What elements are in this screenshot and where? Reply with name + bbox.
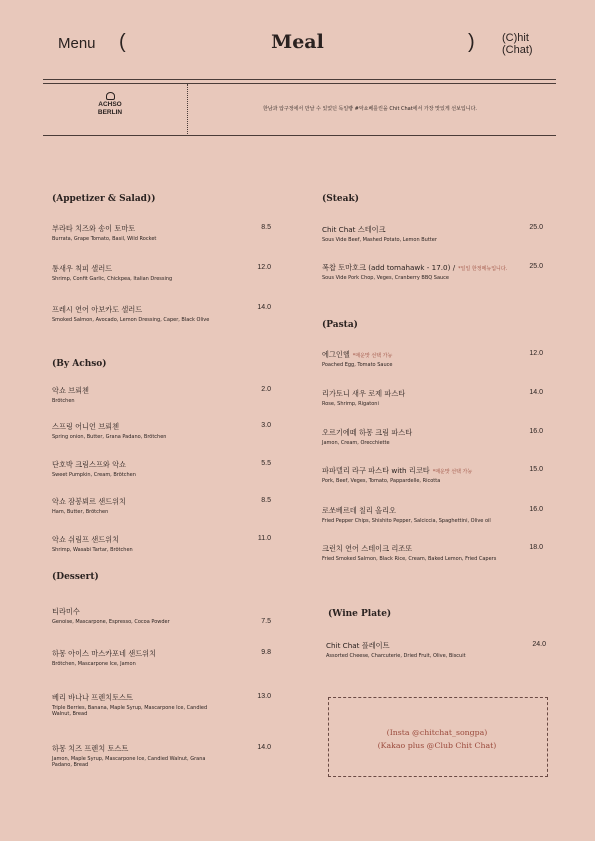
menu-item-name: 로쏘베르데 칠리 올리오: [322, 506, 397, 515]
logo-line-1: ACHSO: [98, 101, 122, 108]
menu-item-price: 24.0: [532, 641, 546, 648]
menu-item-price: 11.0: [257, 535, 271, 542]
menu-item-desc: Sweet Pumpkin, Cream, Brötchen: [52, 472, 136, 478]
page-title: Meal: [271, 31, 324, 53]
menu-label: Menu: [58, 35, 96, 52]
menu-item-desc: Brötchen: [52, 398, 75, 404]
menu-item-name: 하몽 아이스 마스카포네 샌드위치: [52, 649, 157, 658]
menu-item-price: 8.5: [261, 224, 271, 231]
top-rule-1: [43, 79, 556, 80]
menu-item-name: 통새우 칙피 샐러드: [52, 264, 113, 273]
menu-item-desc: Spring onion, Butter, Grana Padano, Brötchen: [52, 434, 167, 440]
menu-item-note: *매운맛 선택 가능: [432, 469, 473, 475]
top-rule-2: [43, 83, 556, 84]
menu-item-price: 15.0: [529, 466, 543, 473]
menu-item-price: 14.0: [529, 389, 543, 396]
menu-item-name: 오르기에떼 하몽 크림 파스타: [322, 428, 413, 437]
menu-item-desc: Assorted Cheese, Charcuterie, Dried Fruit, Olive, Biscuit: [326, 653, 466, 659]
menu-item-desc: Jamon, Cream, Orecchiette: [322, 440, 390, 446]
menu-item-name: 악쇼 잠봉뵈르 샌드위치: [52, 497, 127, 506]
menu-item-note: *매운맛 선택 가능: [352, 353, 393, 359]
menu-item-desc: Poached Egg, Tomato Sauce: [322, 362, 393, 368]
menu-item-name: 하몽 치즈 프렌치 토스트: [52, 744, 129, 753]
menu-item-price: 18.0: [529, 544, 543, 551]
menu-item-price: 14.0: [257, 744, 271, 751]
menu-item-desc: Sous Vide Pork Chop, Veges, Cranberry BBQ Sauce: [322, 275, 450, 281]
menu-item-price: 16.0: [529, 506, 543, 513]
menu-item-name: Chit Chat 스테이크: [322, 225, 386, 234]
menu-item-desc: Triple Berries, Banana, Maple Syrup, Mascarpone Ice, Candied Walnut, Bread: [52, 705, 208, 718]
menu-item-name: [322, 466, 472, 476]
menu-item-price: 2.0: [261, 386, 271, 393]
menu-item-desc: Brötchen, Mascarpone Ice, Jamon: [52, 661, 136, 667]
menu-item-name: 스프링 어니언 브뢰첸: [52, 422, 120, 431]
chit-chat-label: [502, 32, 533, 56]
menu-item-desc: Ham, Butter, Brötchen: [52, 509, 109, 515]
menu-item-name: 크런치 연어 스테이크 리조또: [322, 544, 413, 553]
menu-item-price: 12.0: [529, 350, 543, 357]
kakao-handle: (Kakao plus @Club Chit Chat): [377, 741, 497, 750]
menu-item-name: [322, 350, 392, 360]
menu-item-price: 16.0: [529, 428, 543, 435]
menu-item-name: 리가토니 새우 로제 파스타: [322, 389, 406, 398]
menu-item-price: 25.0: [529, 224, 543, 231]
menu-item-price: 8.5: [261, 497, 271, 504]
achso-logo: [90, 92, 130, 117]
bottom-rule: [43, 135, 556, 136]
paren-close: ): [468, 31, 475, 53]
menu-item-name: 악쇼 쉬림프 샌드위치: [52, 535, 120, 544]
menu-item-desc: Fried Pepper Chips, Shishito Pepper, Salciccia, Spaghettini, Olive oil: [322, 518, 491, 524]
menu-item-price: 14.0: [257, 304, 271, 311]
menu-item-name: 베리 바나나 프렌치토스트: [52, 693, 133, 702]
menu-item-desc: Fried Smoked Salmon, Black Rice, Cream, Baked Lemon, Fried Capers: [322, 556, 497, 562]
menu-item-name: 티라미수: [52, 607, 80, 616]
menu-item-desc: Jamon, Maple Syrup, Mascarpone Ice, Candied Walnut, Grana Padano, Bread: [52, 756, 206, 769]
menu-item-price: 9.8: [261, 649, 271, 656]
menu-item-desc: Shrimp, Wasabi Tartar, Brötchen: [52, 547, 133, 553]
menu-item-price: 25.0: [529, 263, 543, 270]
menu-item-name-text: 폭찹 토마호크 (add tomahawk - 17.0) /: [322, 263, 456, 272]
section-title-wine: (Wine Plate): [328, 609, 392, 619]
brand-tagline: 한남과 압구정에서 만날 수 있었던 독일빵 #악쇼베를린을 Chit Chat에서 가장 맛있게 선보입니다.: [262, 106, 477, 112]
divider-dotted: [187, 84, 188, 134]
menu-item-price: 5.5: [261, 460, 271, 467]
menu-item-name: 부라타 치즈와 송이 토마토: [52, 224, 136, 233]
menu-item-desc: Sous Vide Beef, Mashed Potato, Lemon Butter: [322, 237, 437, 243]
menu-item-name-text: 에그인헬: [322, 350, 350, 359]
section-title-dessert: (Dessert): [52, 572, 99, 582]
section-title-pasta: (Pasta): [322, 320, 358, 330]
menu-item-name: [322, 263, 507, 273]
menu-item-desc: Smoked Salmon, Avocado, Lemon Dressing, Caper, Black Olive: [52, 317, 210, 323]
menu-item-price: 3.0: [261, 422, 271, 429]
section-title-steak: (Steak): [322, 194, 359, 204]
menu-item-desc: Burrata, Grape Tomato, Basil, Wild Rocket: [52, 236, 157, 242]
menu-item-price: 12.0: [257, 264, 271, 271]
menu-item-name-text: 파파델리 라구 파스타 with 리코타: [322, 466, 430, 475]
menu-item-price: 7.5: [261, 618, 271, 625]
chit-line-2: (Chat): [502, 44, 533, 56]
menu-item-desc: Shrimp, Confit Garlic, Chickpea, Italian Dressing: [52, 276, 173, 282]
section-title-appetizer: (Appetizer & Salad)): [52, 194, 156, 204]
menu-item-name: 단호박 크림스프와 악쇼: [52, 460, 127, 469]
insta-handle: (Insta @chitchat_songpa): [386, 728, 488, 737]
paren-open: (: [119, 31, 126, 53]
menu-item-name: 프레시 연어 아보카도 샐러드: [52, 305, 143, 314]
logo-icon: [106, 92, 115, 100]
menu-item-note: *일일 한정메뉴입니다.: [458, 266, 508, 272]
menu-item-price: 13.0: [257, 693, 271, 700]
menu-item-desc: Rose, Shrimp, Rigatoni: [322, 401, 379, 407]
contact-text: [328, 726, 546, 752]
logo-line-2: BERLIN: [97, 109, 123, 116]
menu-item-name: 악쇼 브뢰첸: [52, 386, 90, 395]
section-title-achso: (By Achso): [52, 359, 107, 369]
chit-line-1: (C)hit: [502, 32, 529, 44]
menu-item-desc: Pork, Beef, Veges, Tomato, Pappardelle, Ricotta: [322, 478, 441, 484]
menu-item-name: Chit Chat 플레이트: [326, 641, 390, 650]
menu-item-desc: Genoise, Mascarpone, Espresso, Cocoa Powder: [52, 619, 170, 625]
